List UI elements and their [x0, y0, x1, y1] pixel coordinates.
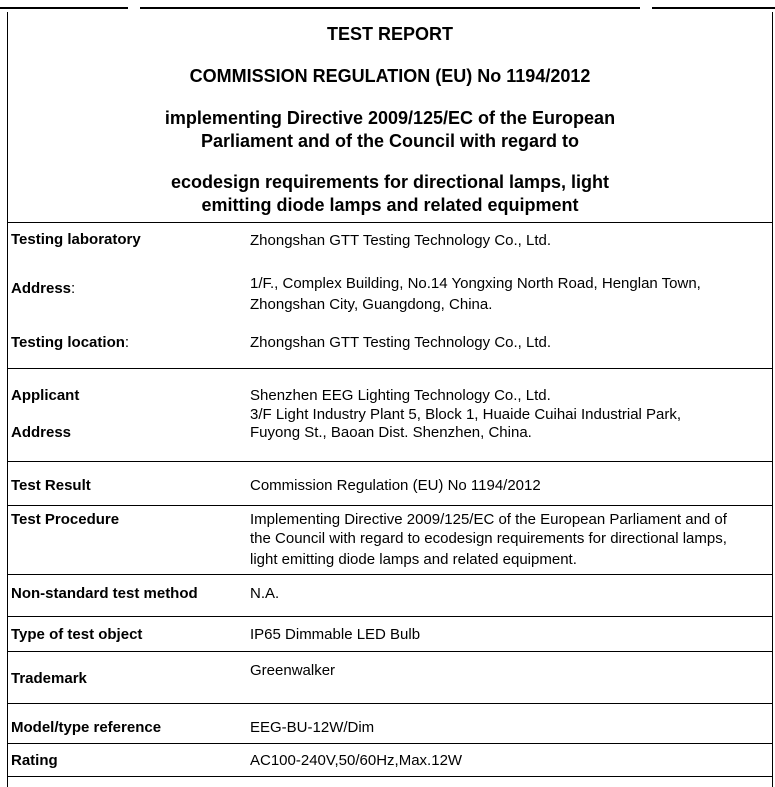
non-standard-method-value: N.A.	[250, 585, 280, 602]
applicant-address-line-2: Fuyong St., Baoan Dist. Shenzhen, China.	[250, 424, 532, 441]
divider	[7, 222, 773, 223]
rating-label: Rating	[11, 752, 58, 769]
test-procedure-label: Test Procedure	[11, 511, 120, 528]
test-result-value: Commission Regulation (EU) No 1194/2012	[250, 477, 541, 494]
top-rule-center	[140, 7, 640, 9]
test-object-type-label: Type of test object	[11, 626, 143, 643]
testing-laboratory-value: Zhongshan GTT Testing Technology Co., Ltd.	[250, 232, 552, 249]
trademark-label: Trademark	[11, 670, 87, 687]
top-rule-right	[652, 7, 775, 9]
implementing-line-1: implementing Directive 2009/125/EC of the European	[164, 108, 616, 128]
divider	[7, 505, 773, 506]
testing-location-label: Testing location:	[11, 334, 130, 351]
divider	[7, 368, 773, 369]
test-result-label: Test Result	[11, 477, 91, 494]
testing-location-value: Zhongshan GTT Testing Technology Co., Ltd.	[250, 334, 552, 351]
model-reference-value: EEG-BU-12W/Dim	[250, 719, 375, 736]
ecodesign-line-1: ecodesign requirements for directional lamps, light	[170, 172, 610, 192]
divider	[7, 703, 773, 704]
ecodesign-line-2: emitting diode lamps and related equipment	[201, 195, 579, 215]
regulation-title: COMMISSION REGULATION (EU) No 1194/2012	[189, 66, 591, 86]
test-procedure-line-2: the Council with regard to ecodesign requirements for directional lamps,	[250, 530, 727, 547]
divider	[7, 461, 773, 462]
test-procedure-line-3: light emitting diode lamps and related equipment.	[250, 551, 577, 568]
implementing-line-2: Parliament and of the Council with regard to	[200, 131, 580, 151]
rating-value: AC100-240V,50/60Hz,Max.12W	[250, 752, 463, 769]
applicant-value: Shenzhen EEG Lighting Technology Co., Ltd.	[250, 387, 551, 404]
divider	[7, 574, 773, 575]
trademark-value: Greenwalker	[250, 662, 336, 679]
divider	[7, 616, 773, 617]
applicant-address-line-1: 3/F Light Industry Plant 5, Block 1, Huaide Cuihai Industrial Park,	[250, 406, 682, 423]
testing-laboratory-label: Testing laboratory	[11, 231, 141, 248]
applicant-label: Applicant	[11, 387, 80, 404]
model-reference-label: Model/type reference	[11, 719, 162, 736]
report-title: TEST REPORT	[326, 24, 453, 44]
test-procedure-line-1: Implementing Directive 2009/125/EC of the European Parliament and of	[250, 511, 727, 528]
applicant-address-label: Address	[11, 424, 72, 441]
test-object-type-value: IP65 Dimmable LED Bulb	[250, 626, 421, 643]
address-value-line-2: Zhongshan City, Guangdong, China.	[250, 296, 493, 313]
divider	[7, 651, 773, 652]
address-label: Address:	[11, 280, 76, 297]
address-value-line-1: 1/F., Complex Building, No.14 Yongxing North Road, Henglan Town,	[250, 275, 701, 292]
divider	[7, 743, 773, 744]
non-standard-method-label: Non-standard test method	[11, 585, 198, 602]
top-rule-left	[0, 7, 128, 9]
divider	[7, 776, 773, 777]
